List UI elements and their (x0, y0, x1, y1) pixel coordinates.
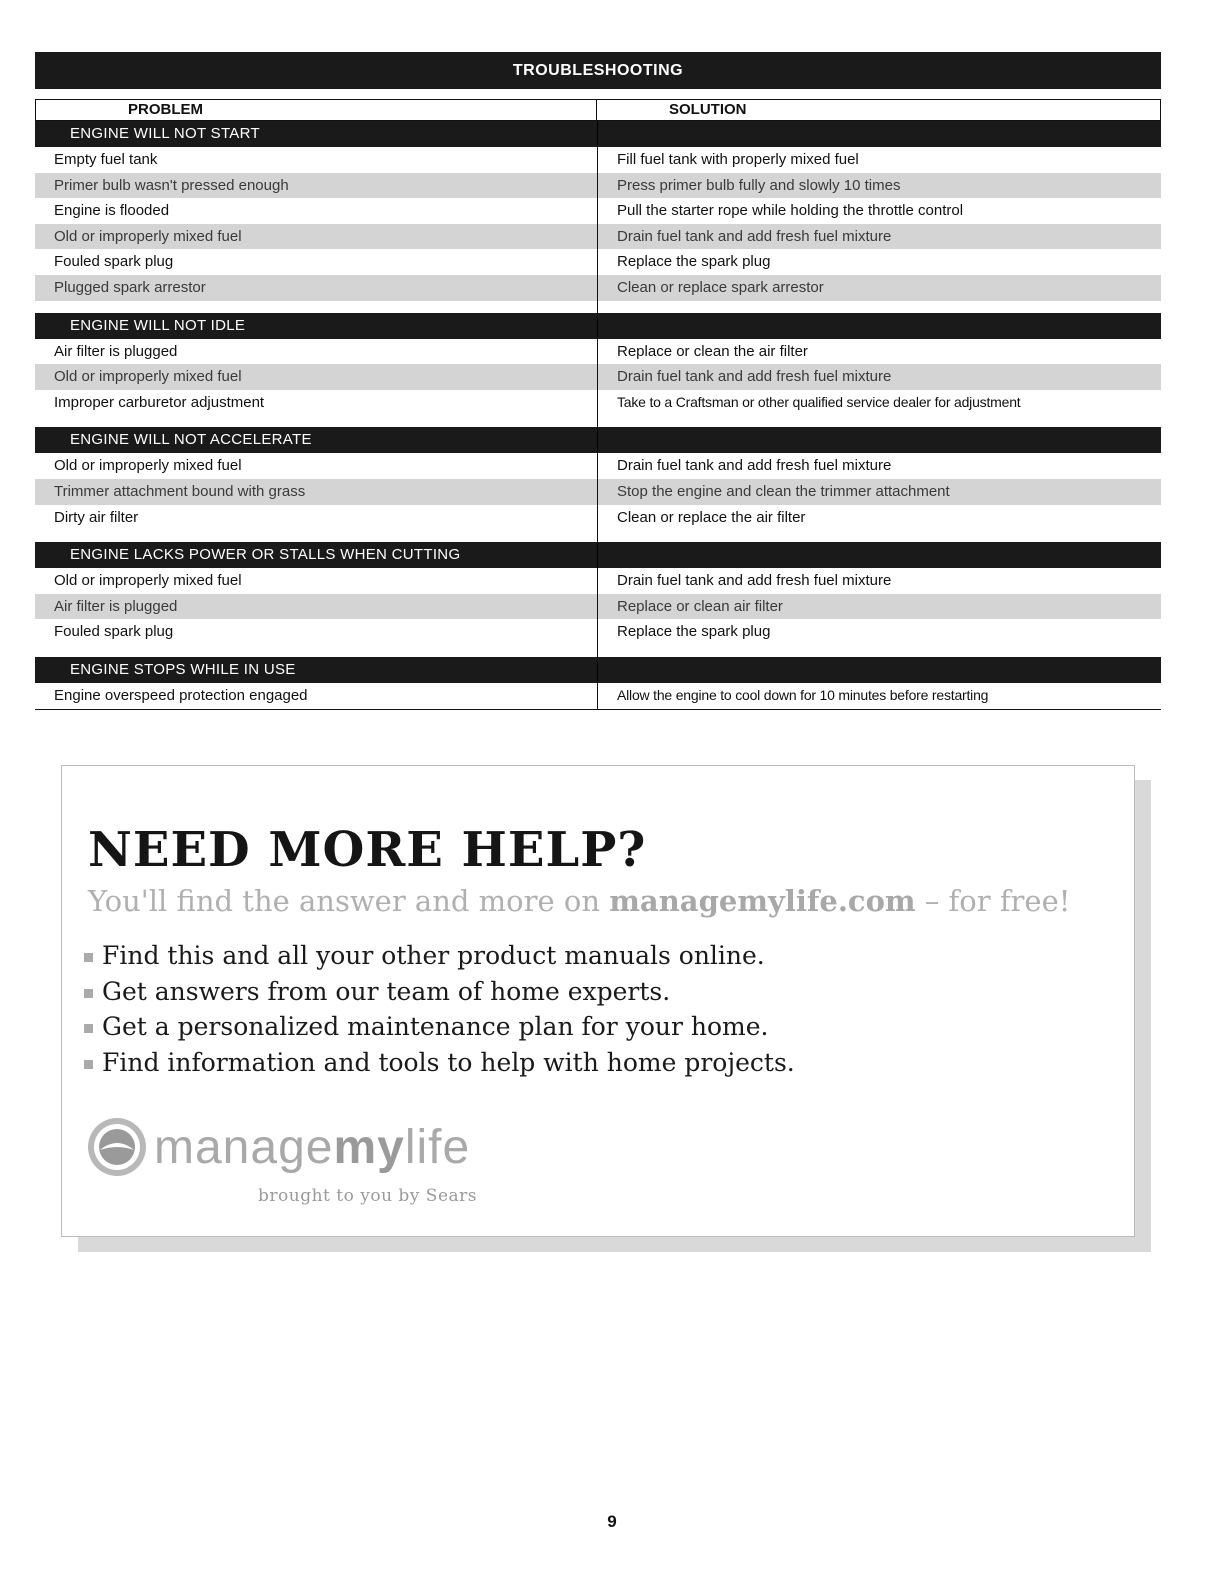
table-row (35, 505, 1161, 531)
list-item (84, 938, 795, 974)
problem-cell: Primer bulb wasn't pressed enough (54, 176, 289, 194)
solution-cell: Press primer bulb fully and slowly 10 times (597, 173, 1161, 199)
swirl-logo-icon (86, 1116, 148, 1178)
section-header (35, 542, 1161, 568)
logo-text-bold: my (333, 1120, 405, 1174)
problem-cell: Fouled spark plug (54, 623, 174, 641)
section-label: ENGINE STOPS WHILE IN USE (35, 657, 597, 683)
troubleshooting-table (35, 52, 1161, 710)
bullet-icon (84, 1060, 93, 1069)
solution-cell: Drain fuel tank and add fresh fuel mixture (597, 568, 1161, 594)
section-spacer (35, 645, 1161, 657)
section (35, 427, 1161, 542)
section-label: ENGINE WILL NOT START (35, 121, 597, 147)
bullet-icon (84, 989, 93, 998)
table-row (35, 173, 1161, 199)
table-row (35, 198, 1161, 224)
solution-cell: Allow the engine to cool down for 10 minutes before restarting (597, 683, 1161, 709)
list-item (84, 1009, 795, 1045)
bullet-text: Find information and tools to help with home projects. (102, 1047, 795, 1077)
bullet-text: Find this and all your other product manuals online. (102, 941, 765, 970)
problem-cell: Dirty air filter (54, 508, 139, 526)
table-row (35, 390, 1161, 416)
spacer-left (35, 301, 597, 313)
solution-cell: Replace the spark plug (597, 249, 1161, 275)
help-box-shadow (1133, 780, 1151, 1250)
list-item (84, 974, 795, 1010)
subtitle-text-end: – for free! (915, 884, 1071, 918)
managemylife-logo (86, 1116, 470, 1178)
solution-cell: Clean or replace spark arrestor (597, 275, 1161, 301)
bullet-icon (84, 1024, 93, 1033)
problem-cell: Old or improperly mixed fuel (54, 457, 242, 475)
logo-wordmark (154, 1120, 470, 1175)
table-row (35, 275, 1161, 301)
subtitle-text: You'll find the answer and more on (88, 884, 610, 918)
problem-cell: Improper carburetor adjustment (54, 393, 265, 411)
spacer-right (597, 530, 1161, 542)
table-row (35, 568, 1161, 594)
spacer-left (35, 415, 597, 427)
section-header-fill (597, 542, 1161, 568)
section-header-fill (597, 121, 1161, 147)
solution-cell: Take to a Craftsman or other qualified service dealer for adjustment (597, 390, 1161, 416)
help-box-shadow (78, 1235, 1151, 1252)
section (35, 657, 1161, 709)
page-number: 9 (607, 1512, 617, 1531)
problem-cell: Air filter is plugged (54, 342, 178, 360)
help-bullet-list (84, 938, 795, 1080)
section-spacer (35, 530, 1161, 542)
section (35, 542, 1161, 657)
table-row (35, 594, 1161, 620)
subtitle-brand-link[interactable]: managemylife.com (609, 884, 916, 918)
table-row (35, 619, 1161, 645)
bullet-text: Get answers from our team of home experts. (102, 976, 671, 1006)
problem-cell: Fouled spark plug (54, 253, 174, 271)
problem-cell: Old or improperly mixed fuel (54, 227, 242, 245)
help-box (61, 765, 1135, 1237)
problem-cell: Old or improperly mixed fuel (54, 572, 242, 590)
table-row (35, 147, 1161, 173)
solution-cell: Drain fuel tank and add fresh fuel mixture (597, 453, 1161, 479)
problem-cell: Air filter is plugged (54, 597, 178, 615)
logo-text: manage (154, 1120, 334, 1174)
bullet-text: Get a personalized maintenance plan for your home. (102, 1012, 769, 1042)
problem-header: PROBLEM (35, 99, 597, 121)
solution-cell: Clean or replace the air filter (597, 505, 1161, 531)
table-row (35, 339, 1161, 365)
solution-cell: Drain fuel tank and add fresh fuel mixture (597, 224, 1161, 250)
table-row (35, 249, 1161, 275)
problem-cell: Empty fuel tank (54, 151, 158, 168)
table-bottom-rule (35, 709, 1161, 710)
table-row (35, 224, 1161, 250)
logo-tagline: brought to you by Sears (258, 1186, 478, 1206)
section-header-fill (597, 657, 1161, 683)
problem-cell: Engine is flooded (54, 202, 170, 220)
solution-header: SOLUTION (597, 99, 1161, 121)
help-subtitle (88, 884, 1070, 918)
section-label: ENGINE WILL NOT ACCELERATE (35, 427, 597, 453)
section-label: ENGINE LACKS POWER OR STALLS WHEN CUTTING (35, 542, 597, 568)
spacer-left (35, 530, 597, 542)
table-row (35, 453, 1161, 479)
spacer-right (597, 415, 1161, 427)
section (35, 313, 1161, 428)
section-header (35, 657, 1161, 683)
section-header-fill (597, 313, 1161, 339)
list-item (84, 1045, 795, 1081)
table-title: TROUBLESHOOTING (35, 52, 1161, 89)
table-row (35, 364, 1161, 390)
logo-text-end: life (404, 1120, 471, 1174)
solution-cell: Replace the spark plug (597, 619, 1161, 645)
problem-cell: Engine overspeed protection engaged (54, 686, 308, 704)
help-title: NEED MORE HELP? (88, 822, 647, 878)
section-header (35, 121, 1161, 147)
solution-cell: Stop the engine and clean the trimmer attachment (597, 479, 1161, 505)
section-header (35, 427, 1161, 453)
bullet-icon (84, 953, 93, 962)
solution-cell: Replace or clean the air filter (597, 339, 1161, 365)
column-headers (35, 99, 1161, 121)
problem-cell: Trimmer attachment bound with grass (54, 482, 306, 500)
spacer-right (597, 301, 1161, 313)
table-row (35, 683, 1161, 709)
problem-cell: Plugged spark arrestor (54, 278, 206, 296)
section-header-fill (597, 427, 1161, 453)
solution-cell: Pull the starter rope while holding the throttle control (597, 198, 1161, 224)
solution-cell: Replace or clean air filter (597, 594, 1161, 620)
section-header (35, 313, 1161, 339)
table-sections (35, 121, 1161, 710)
section-spacer (35, 415, 1161, 427)
section-spacer (35, 301, 1161, 313)
section-label: ENGINE WILL NOT IDLE (35, 313, 597, 339)
solution-cell: Drain fuel tank and add fresh fuel mixture (597, 364, 1161, 390)
spacer-left (35, 645, 597, 657)
section (35, 121, 1161, 313)
problem-cell: Old or improperly mixed fuel (54, 368, 242, 386)
table-row (35, 479, 1161, 505)
solution-cell: Fill fuel tank with properly mixed fuel (597, 147, 1161, 173)
spacer-right (597, 645, 1161, 657)
